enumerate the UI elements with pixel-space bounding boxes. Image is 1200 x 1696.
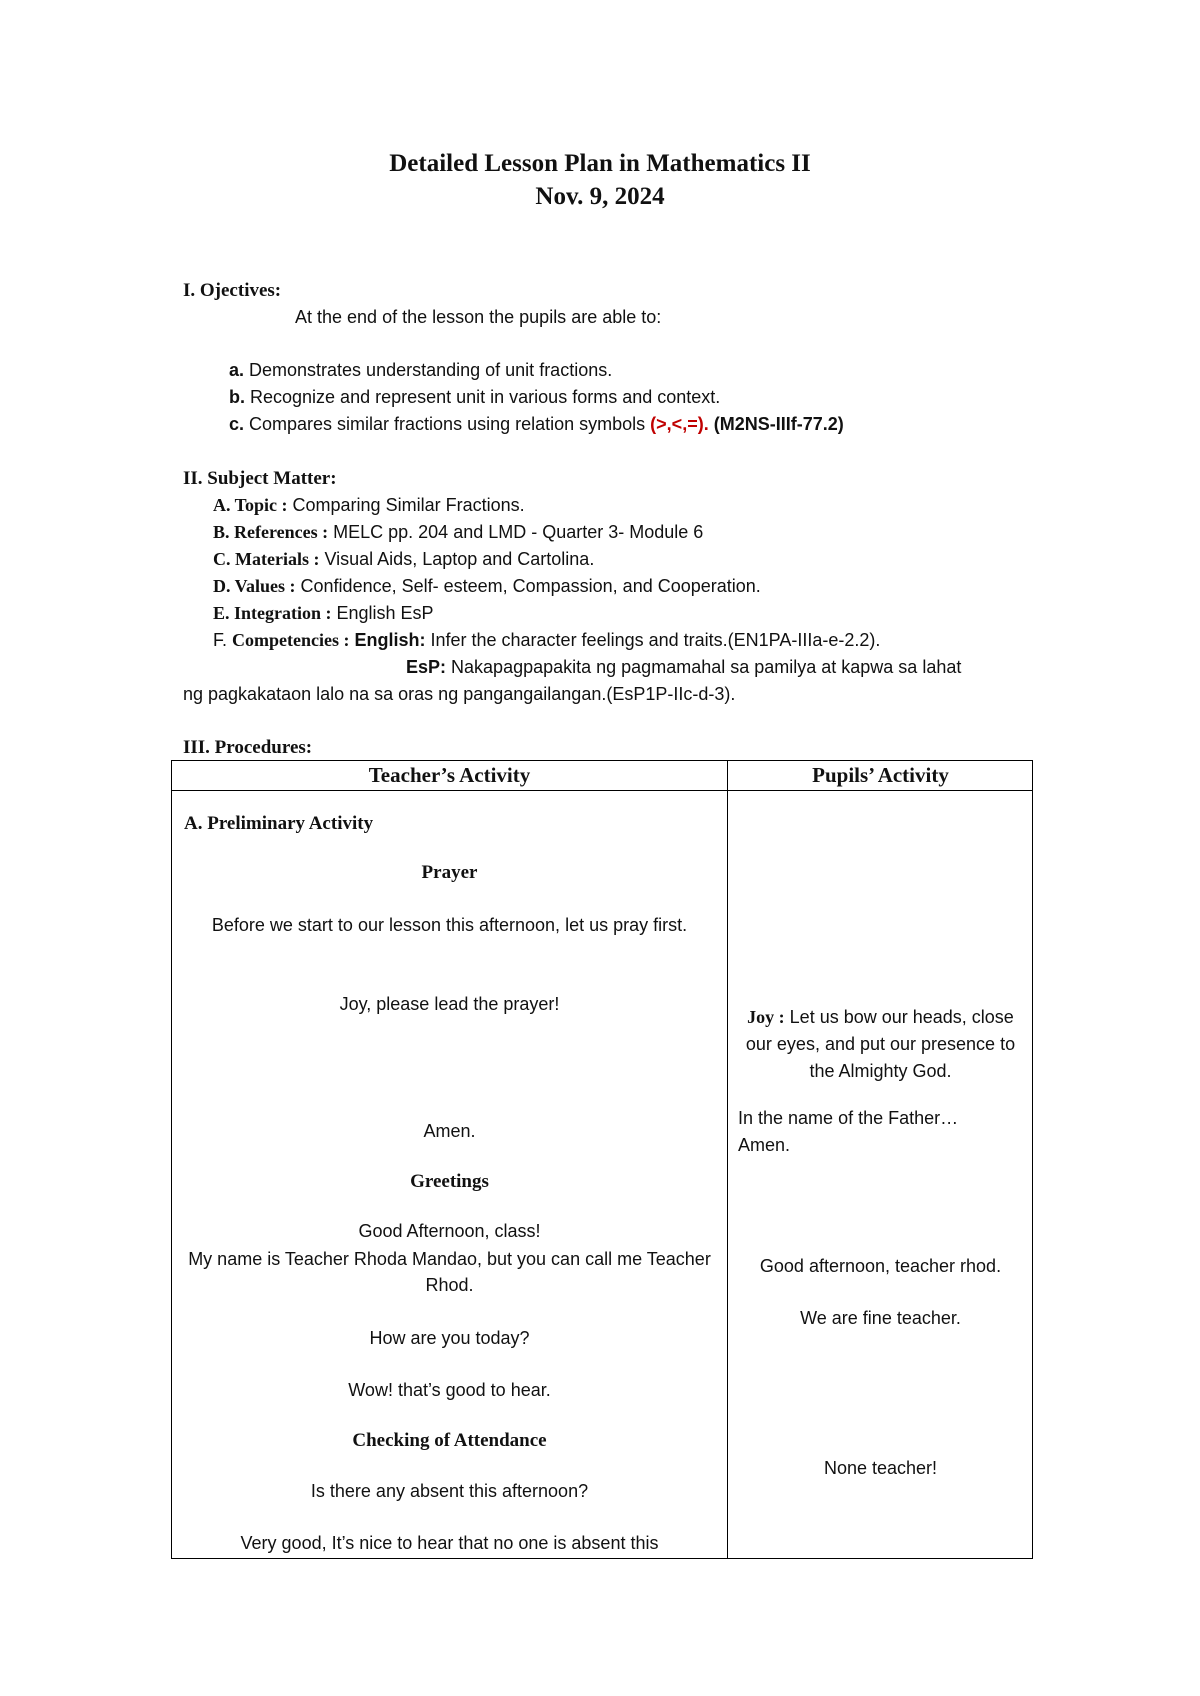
topic-line [213,495,525,516]
pupil-father-line: In the name of the Father… [738,1108,959,1128]
objective-a [229,360,612,381]
values-value: Confidence, Self- esteem, Compassion, and Cooperation. [295,576,761,596]
procedures-table [171,760,1033,1559]
objective-b-text: Recognize and represent unit in various forms and context. [245,387,721,407]
esp-value: Nakapagpapakita ng pagmamahal sa pamilya at kapwa sa lahat [446,657,962,677]
objective-a-letter: a. [229,360,245,380]
greetings-heading: Greetings [410,1171,489,1192]
objective-c-text: Compares similar fractions using relation symbols [244,414,651,434]
materials-label: C. Materials : [213,549,320,569]
objectives-heading: I. Ojectives: [183,280,282,301]
good-to-hear-text: Wow! that’s good to hear. [348,1380,551,1400]
pupil-none-absent-response: None teacher! [823,1458,938,1478]
lead-prayer-text: Joy, please lead the prayer! [339,994,560,1014]
references-value: MELC pp. 204 and LMD - Quarter 3- Module 6 [328,522,704,542]
very-good-text: Very good, It’s nice to hear that no one is absent this [240,1533,659,1553]
prayer-instruction: Before we start to our lesson this afternoon, let us pray first. [211,915,688,935]
objective-a-text: Demonstrates understanding of unit fractions. [244,360,613,380]
document-date: Nov. 9, 2024 [535,183,665,210]
teacher-amen: Amen. [423,1121,476,1141]
competencies-prefix: F. [213,630,233,650]
integration-line [213,603,434,624]
pupil-fine-response: We are fine teacher. [800,1308,961,1328]
subject-matter-heading: II. Subject Matter: [183,468,337,489]
competencies-label: Competencies : [232,630,350,650]
objective-b [229,387,720,408]
topic-value: Comparing Similar Fractions. [287,495,525,515]
col-pupils-header: Pupils’ Activity [812,763,949,787]
integration-value: English EsP [331,603,434,623]
values-label: D. Values : [213,576,296,596]
procedures-heading: III. Procedures: [183,737,313,758]
joy-label: Joy : [747,1007,785,1027]
absent-question: Is there any absent this afternoon? [310,1481,589,1501]
esp-line [406,657,961,678]
references-line [213,522,703,543]
col-teacher-header: Teacher’s Activity [368,763,531,787]
values-line [213,576,761,597]
objective-c-letter: c. [229,414,245,434]
document-title: Detailed Lesson Plan in Mathematics II [389,150,811,177]
prayer-heading: Prayer [421,862,478,883]
attendance-heading: Checking of Attendance [352,1430,547,1451]
column-divider [727,761,728,1558]
pupil-greeting-response: Good afternoon, teacher rhod. [759,1256,1002,1276]
joy-prayer-response [738,1004,1023,1085]
esp-line-cont: ng pagkakataon lalo na sa oras ng pangangailangan.(EsP1P-IIc-d-3). [183,684,736,704]
good-afternoon-class: Good Afternoon, class! [358,1221,541,1241]
topic-label: A. Topic : [213,495,288,515]
materials-value: Visual Aids, Laptop and Cartolina. [319,549,595,569]
teacher-introduction: My name is Teacher Rhoda Mandao, but you can call me Teacher Rhod. [188,1249,711,1295]
integration-label: E. Integration : [213,603,332,623]
objective-c-code: (M2NS-IIIf-77.2) [708,414,844,434]
joy-text: Let us bow our heads, close our eyes, and put our presence to the Almighty God. [745,1007,1016,1081]
objective-b-letter: b. [229,387,245,407]
esp-label: EsP: [406,657,447,677]
competencies-line [213,630,880,651]
how-are-you-question: How are you today? [369,1328,530,1348]
references-label: B. References : [213,522,329,542]
relation-symbols: (>,<,=). [650,414,709,434]
objective-c [229,414,844,435]
english-label: English: [349,630,426,650]
english-value: Infer the character feelings and traits.(EN1PA-IIIa-e-2.2). [425,630,881,650]
pupil-amen: Amen. [738,1135,791,1155]
materials-line [213,549,594,570]
preliminary-activity-heading: A. Preliminary Activity [184,813,374,834]
objectives-intro: At the end of the lesson the pupils are able to: [295,307,662,327]
